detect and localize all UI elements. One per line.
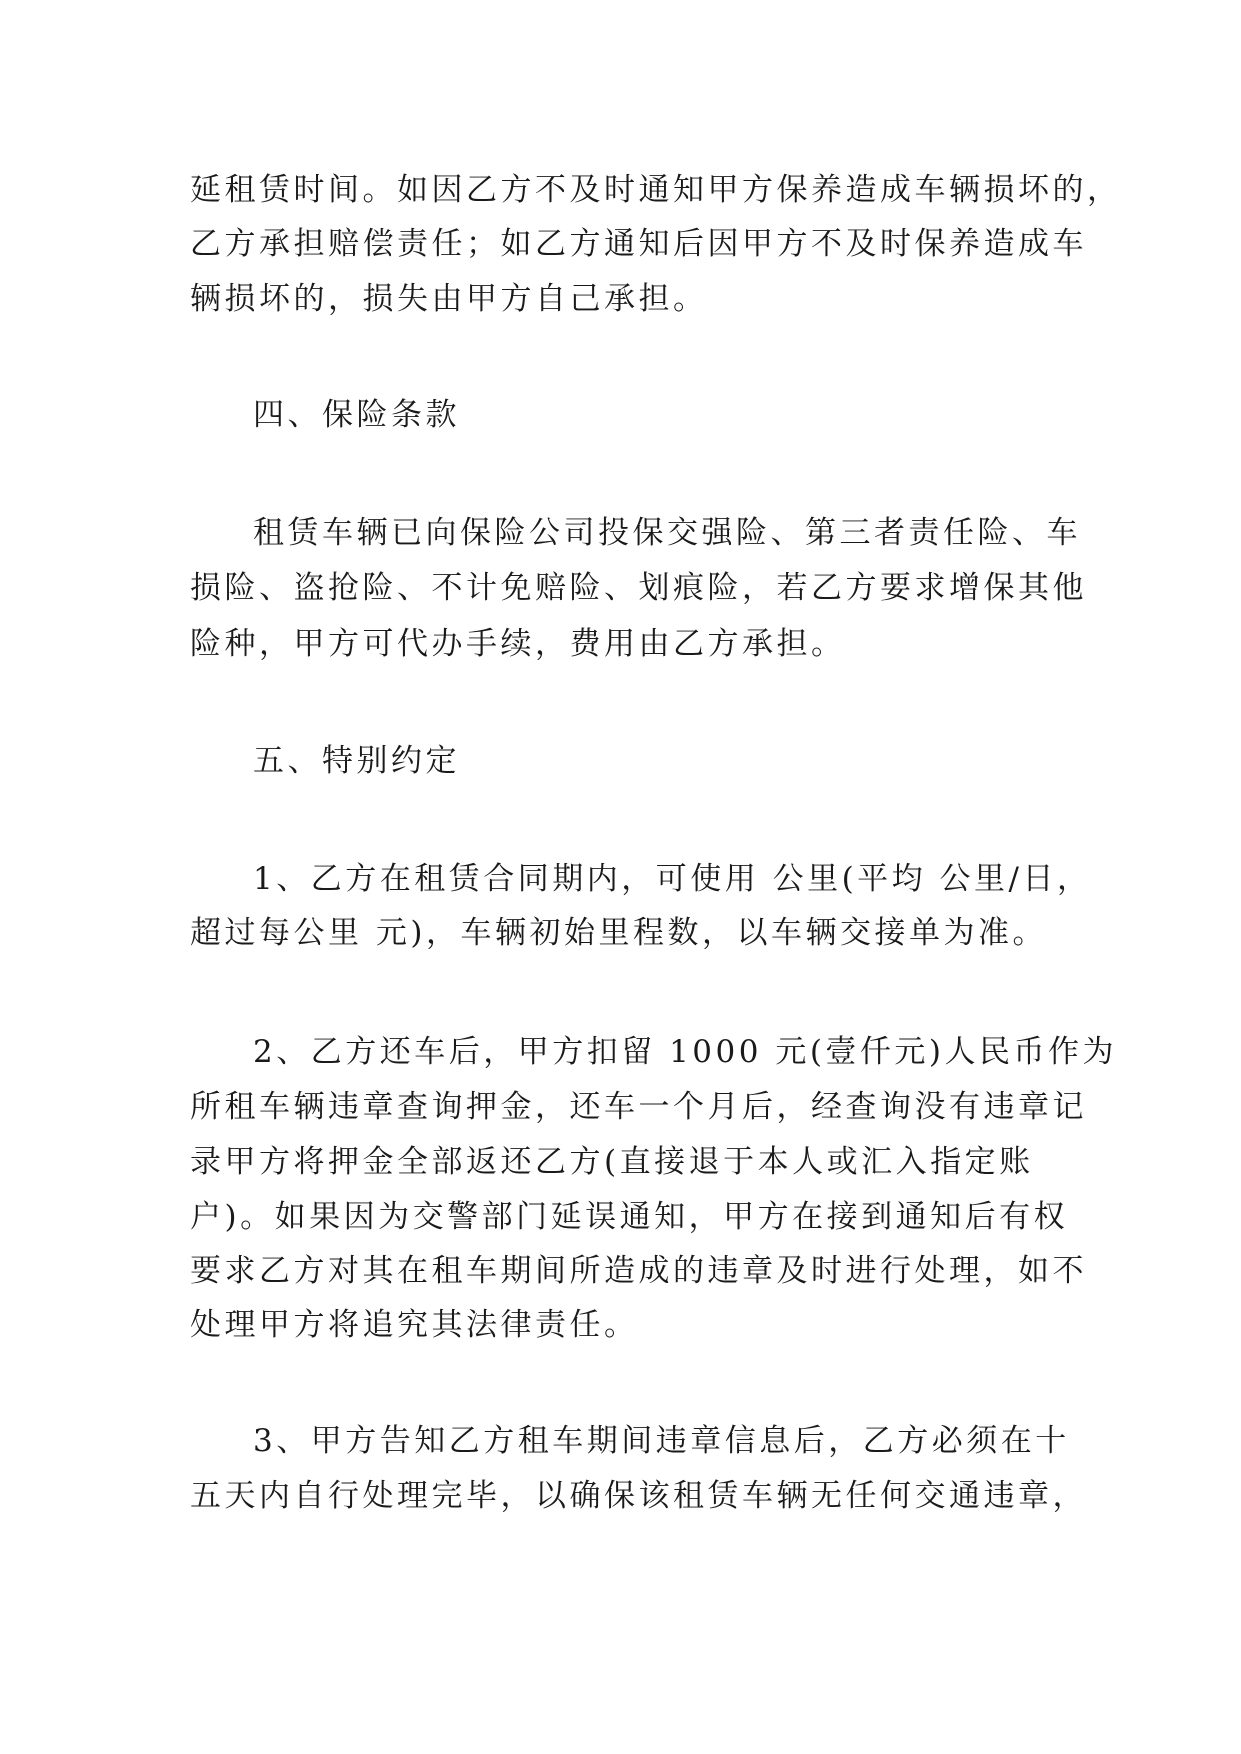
paragraph-line: 五天内自行处理完毕，以确保该租赁车辆无任何交通违章， (190, 1478, 1087, 1514)
paragraph-line: 2、乙方还车后，甲方扣留 1000 元(壹仟元)人民币作为 (253, 1034, 1118, 1070)
section-heading-insurance: 四、保险条款 (253, 397, 460, 433)
paragraph-line: 所租车辆违章查询押金，还车一个月后，经查询没有违章记 (190, 1089, 1087, 1125)
section-heading-special-terms: 五、特别约定 (253, 743, 460, 779)
paragraph-line: 1、乙方在租赁合同期内，可使用 公里(平均 公里/日， (253, 861, 1092, 897)
paragraph-line: 险种，甲方可代办手续，费用由乙方承担。 (190, 626, 846, 662)
paragraph-line: 乙方承担赔偿责任；如乙方通知后因甲方不及时保养造成车 (190, 226, 1087, 262)
paragraph-line: 3、甲方告知乙方租车期间违章信息后，乙方必须在十 (253, 1423, 1070, 1459)
paragraph-line: 超过每公里 元)，车辆初始里程数，以车辆交接单为准。 (190, 915, 1047, 951)
paragraph-line: 辆损坏的，损失由甲方自己承担。 (190, 281, 708, 317)
paragraph-line: 户)。如果因为交警部门延误通知，甲方在接到通知后有权 (190, 1199, 1069, 1235)
paragraph-line: 租赁车辆已向保险公司投保交强险、第三者责任险、车 (253, 515, 1081, 551)
paragraph-line: 处理甲方将追究其法律责任。 (190, 1307, 639, 1343)
paragraph-line: 录甲方将押金全部返还乙方(直接退于本人或汇入指定账 (190, 1144, 1034, 1180)
paragraph-line: 要求乙方对其在租车期间所造成的违章及时进行处理，如不 (190, 1253, 1087, 1289)
paragraph-line: 延租赁时间。如因乙方不及时通知甲方保养造成车辆损坏的， (190, 172, 1122, 208)
paragraph-line: 损险、盗抢险、不计免赔险、划痕险，若乙方要求增保其他 (190, 570, 1087, 606)
